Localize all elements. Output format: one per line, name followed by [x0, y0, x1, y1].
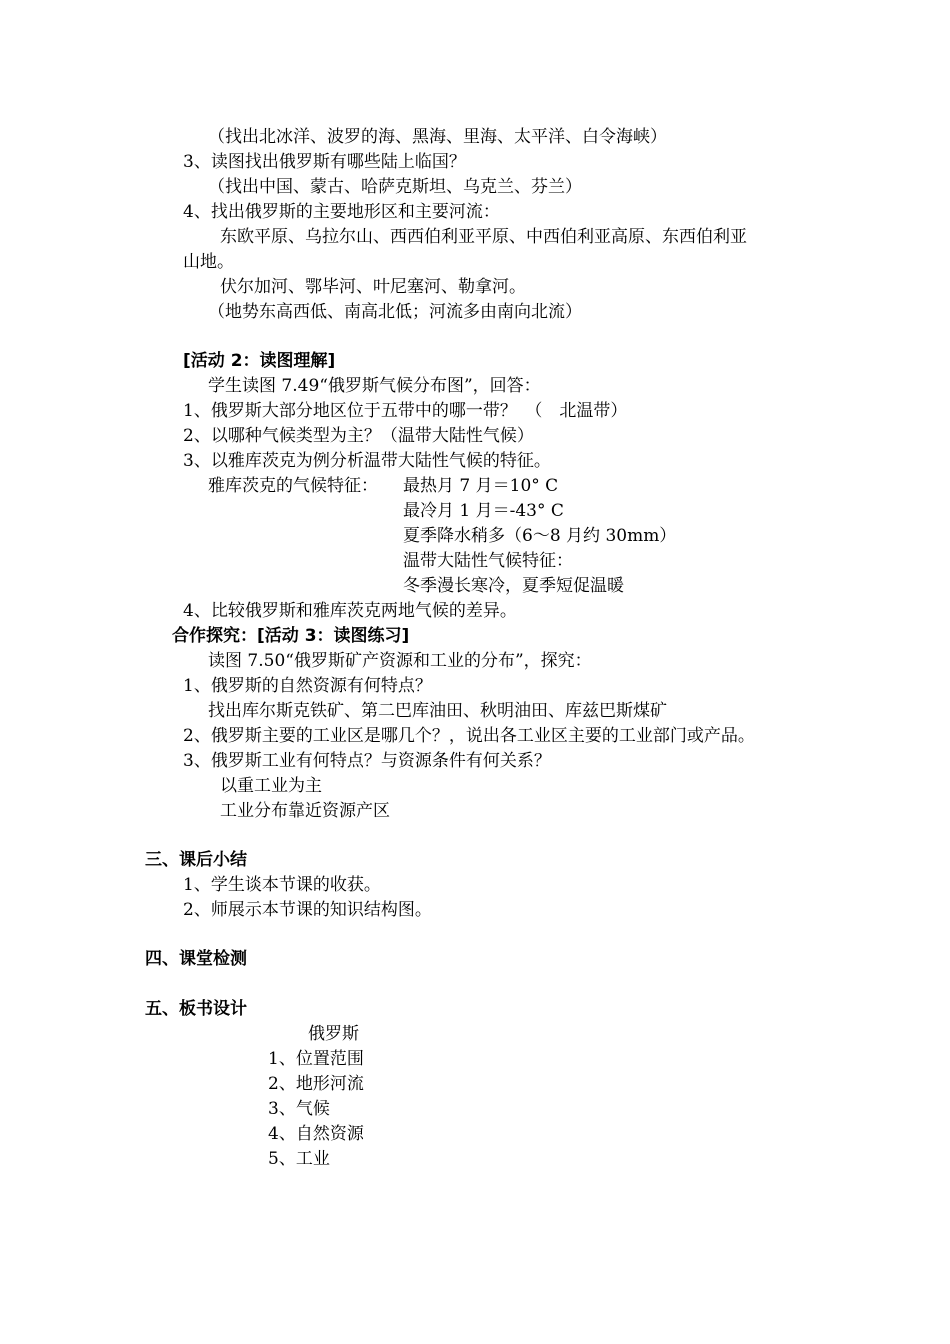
board-item: 1、位置范围: [268, 1049, 364, 1069]
section-3-heading: 三、课后小结: [145, 850, 247, 870]
text-line: 1、俄罗斯大部分地区位于五带中的哪一带？ （ 北温带）: [183, 401, 628, 421]
text-line: 山地。: [183, 252, 234, 272]
section-5-heading: 五、板书设计: [145, 999, 247, 1019]
text-line: （地势东高西低、南高北低；河流多由南向北流）: [208, 302, 582, 322]
activity-3-heading: 合作探究：[活动 3：读图练习]: [172, 626, 410, 646]
board-item: 3、气候: [268, 1099, 330, 1119]
board-item: 4、自然资源: [268, 1124, 364, 1144]
section-4-heading: 四、课堂检测: [145, 949, 247, 969]
text-line: 2、以哪种气候类型为主？（温带大陆性气候）: [183, 426, 534, 446]
text-line: 3、俄罗斯工业有何特点？与资源条件有何关系？: [183, 751, 551, 771]
text-line: 找出库尔斯克铁矿、第二巴库油田、秋明油田、库兹巴斯煤矿: [208, 701, 667, 721]
board-item: 2、地形河流: [268, 1074, 364, 1094]
text-line: 1、学生谈本节课的收获。: [183, 875, 381, 895]
text-line: 伏尔加河、鄂毕河、叶尼塞河、勒拿河。: [220, 277, 526, 297]
text-line: 冬季漫长寒冷，夏季短促温暖: [403, 576, 624, 596]
text-line: （找出北冰洋、波罗的海、黑海、里海、太平洋、白令海峡）: [208, 127, 667, 147]
text-line: 2、俄罗斯主要的工业区是哪几个？，说出各工业区主要的工业部门或产品。: [183, 726, 755, 746]
text-line: 雅库茨克的气候特征：: [208, 476, 378, 496]
text-line: 3、读图找出俄罗斯有哪些陆上临国？: [183, 152, 466, 172]
board-item: 5、工业: [268, 1149, 330, 1169]
board-title: 俄罗斯: [308, 1024, 359, 1044]
text-line: 1、俄罗斯的自然资源有何特点？: [183, 676, 432, 696]
text-line: 4、比较俄罗斯和雅库茨克两地气候的差异。: [183, 601, 517, 621]
text-line: 4、找出俄罗斯的主要地形区和主要河流：: [183, 202, 500, 222]
activity-2-heading: [活动 2：读图理解]: [183, 351, 336, 371]
text-line: 温带大陆性气候特征：: [403, 551, 573, 571]
text-line: 学生读图 7.49“俄罗斯气候分布图”，回答：: [208, 376, 541, 396]
text-line: 工业分布靠近资源产区: [220, 801, 390, 821]
text-line: 东欧平原、乌拉尔山、西西伯利亚平原、中西伯利亚高原、东西伯利亚: [220, 227, 747, 247]
text-line: （找出中国、蒙古、哈萨克斯坦、乌克兰、芬兰）: [208, 177, 582, 197]
text-line: 2、师展示本节课的知识结构图。: [183, 900, 432, 920]
text-line: 3、以雅库茨克为例分析温带大陆性气候的特征。: [183, 451, 551, 471]
text-line: 最冷月 1 月＝-43° C: [403, 501, 564, 521]
text-line: 夏季降水稍多（6～8 月约 30mm）: [403, 526, 677, 546]
text-line: 最热月 7 月＝10° C: [403, 476, 559, 496]
text-line: 以重工业为主: [220, 776, 322, 796]
text-line: 读图 7.50“俄罗斯矿产资源和工业的分布”，探究：: [208, 651, 592, 671]
